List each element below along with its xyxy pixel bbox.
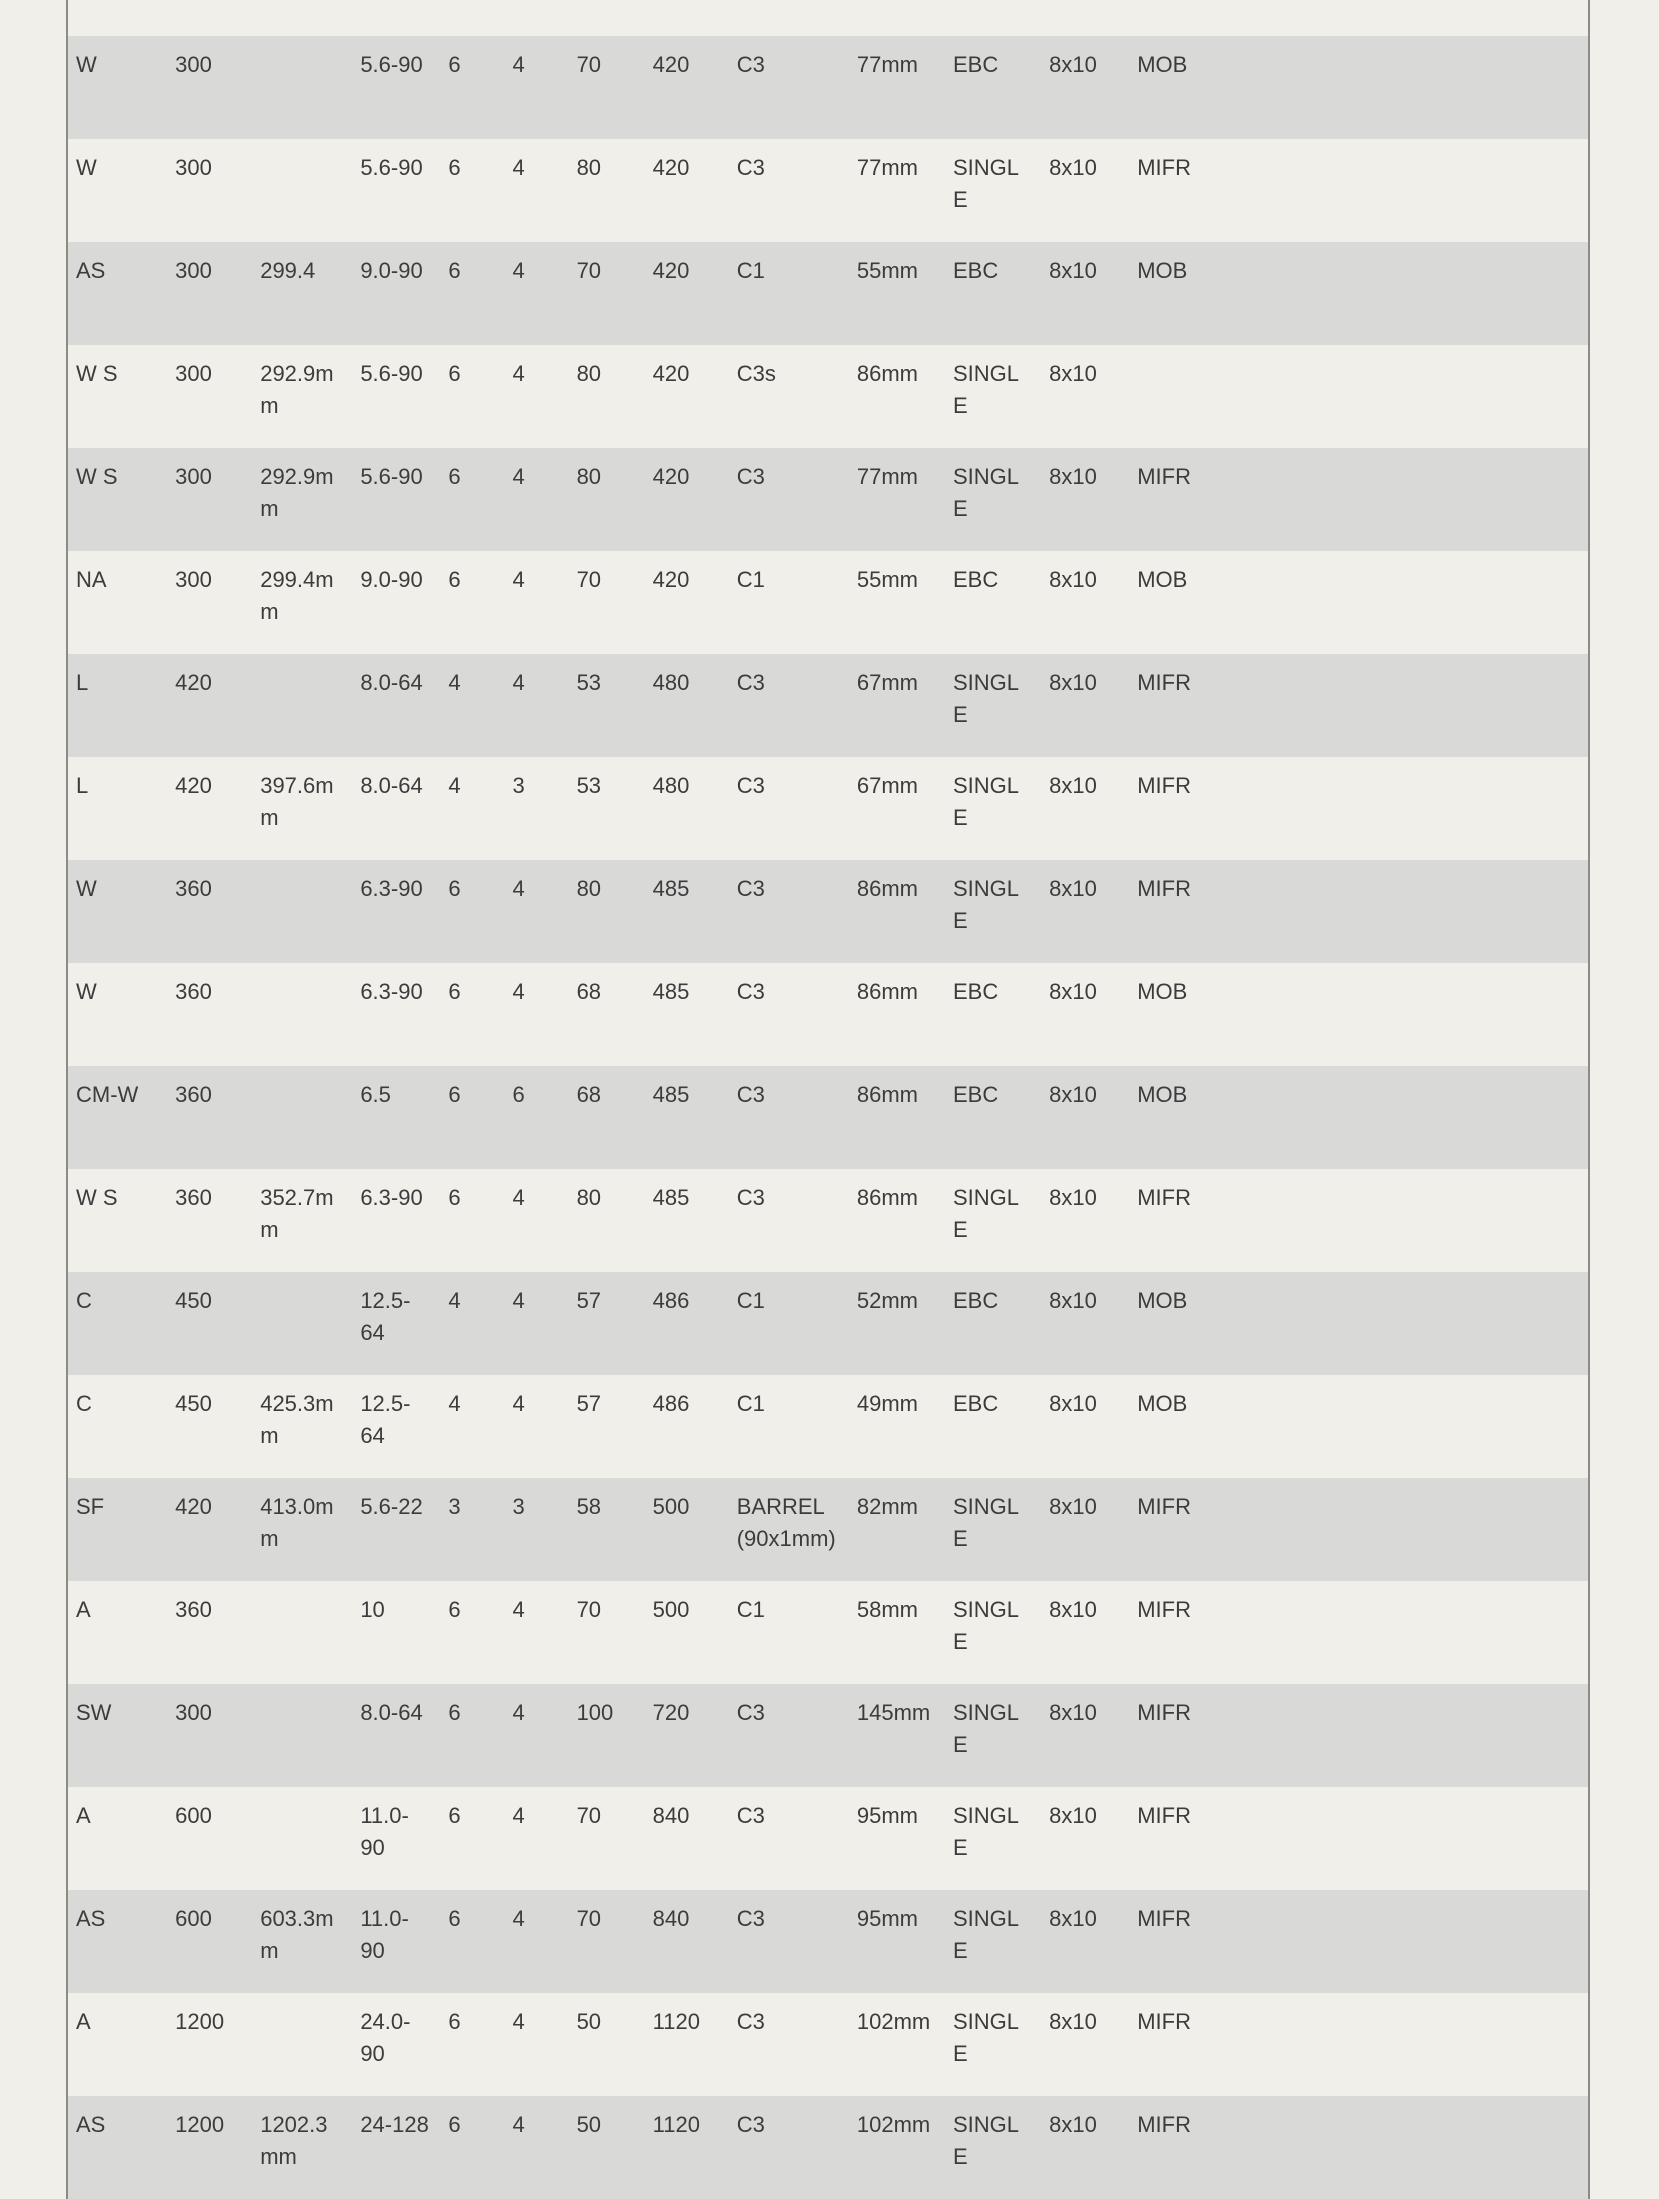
table-cell: 6 xyxy=(448,1803,461,1828)
table-cell: 4 xyxy=(512,979,525,1004)
table-cell: 5.6-90 xyxy=(360,464,423,489)
table-cell: 12.5-64 xyxy=(360,1288,411,1345)
table-cell: 420 xyxy=(652,155,690,180)
table-cell: 4 xyxy=(512,258,525,283)
table-cell: 292.9mm xyxy=(260,361,334,418)
table-cell: EBC xyxy=(952,52,999,77)
table-cell: 8x10 xyxy=(1049,155,1097,180)
table-cell: 300 xyxy=(175,52,212,77)
table-row xyxy=(67,36,1589,139)
table-cell: 450 xyxy=(175,1288,212,1313)
table-cell: SINGLE xyxy=(952,361,1020,418)
table-cell: 4 xyxy=(512,2112,525,2137)
table-cell: 360 xyxy=(175,1082,212,1107)
table-cell: MIFR xyxy=(1137,1185,1191,1210)
clipped-row-top xyxy=(67,0,1589,36)
table-cell: 6 xyxy=(512,1082,525,1107)
table-cell: 500 xyxy=(652,1597,690,1622)
table-cell xyxy=(252,36,352,139)
table-cell: 4 xyxy=(448,1288,461,1313)
table-cell: MIFR xyxy=(1137,1597,1191,1622)
table-cell: C3 xyxy=(736,52,765,77)
table-cell: 6 xyxy=(448,567,461,592)
table-row xyxy=(67,757,1589,860)
table-cell: MIFR xyxy=(1137,773,1191,798)
table-cell: EBC xyxy=(952,1391,999,1416)
table-cell: C1 xyxy=(736,567,765,592)
table-cell: W xyxy=(76,876,97,901)
table-cell: 299.4mm xyxy=(260,567,334,624)
table-row xyxy=(67,1375,1589,1478)
table-row xyxy=(67,1684,1589,1787)
table-cell: 413.0mm xyxy=(260,1494,334,1551)
table-cell: 3 xyxy=(512,1494,525,1519)
table-cell: 480 xyxy=(652,670,690,695)
table-cell: C3 xyxy=(736,670,765,695)
table-cell: MIFR xyxy=(1137,1803,1191,1828)
table-cell: 9.0-90 xyxy=(360,567,423,592)
table-cell: EBC xyxy=(952,258,999,283)
table-cell: C3 xyxy=(736,1906,765,1931)
table-cell: 360 xyxy=(175,876,212,901)
table-cell: 11.0-90 xyxy=(360,1906,409,1963)
table-cell: MOB xyxy=(1137,258,1188,283)
table-cell: 8x10 xyxy=(1049,52,1097,77)
table-cell: 4 xyxy=(512,464,525,489)
clipped-row-cell xyxy=(67,0,1589,36)
table-cell xyxy=(252,1787,352,1890)
table-cell: 67mm xyxy=(856,773,918,798)
table-cell: 4 xyxy=(448,670,461,695)
table-cell: 485 xyxy=(652,1185,690,1210)
table-cell: 55mm xyxy=(856,567,918,592)
table-cell: 145mm xyxy=(856,1700,931,1725)
table-cell: 58 xyxy=(576,1494,602,1519)
table-cell: 720 xyxy=(652,1700,690,1725)
table-cell: SINGLE xyxy=(952,1803,1020,1860)
table-cell: 4 xyxy=(512,1803,525,1828)
table-row xyxy=(67,1169,1589,1272)
table-cell: 4 xyxy=(512,1288,525,1313)
table-cell: MIFR xyxy=(1137,155,1191,180)
table-cell: SINGLE xyxy=(952,2009,1020,2066)
table-cell: 86mm xyxy=(856,1185,918,1210)
table-cell: 420 xyxy=(175,670,212,695)
table-cell: 57 xyxy=(576,1288,602,1313)
table-cell: 4 xyxy=(512,1391,525,1416)
table-cell: 5.6-90 xyxy=(360,155,423,180)
table-row xyxy=(67,1478,1589,1581)
table-cell: 360 xyxy=(175,1597,212,1622)
table-cell: A xyxy=(76,2009,91,2034)
table-cell xyxy=(252,1581,352,1684)
table-cell: 80 xyxy=(576,155,602,180)
table-cell: SINGLE xyxy=(952,1906,1020,1963)
table-cell: 6 xyxy=(448,876,461,901)
table-cell: 420 xyxy=(652,361,690,386)
table-cell: AS xyxy=(76,2112,106,2137)
table-cell: 5.6-90 xyxy=(360,361,423,386)
table-cell: 102mm xyxy=(856,2009,931,2034)
table-cell: 6 xyxy=(448,258,461,283)
table-cell: 8.0-64 xyxy=(360,773,423,798)
table-cell: W S xyxy=(76,464,118,489)
table-cell: 840 xyxy=(652,1906,690,1931)
table-cell: 8.0-64 xyxy=(360,670,423,695)
table-cell: AS xyxy=(76,258,106,283)
table-cell: SINGLE xyxy=(952,670,1020,727)
table-cell: 299.4 xyxy=(260,258,316,283)
table-cell: W xyxy=(76,979,97,1004)
table-cell: 1202.3mm xyxy=(260,2112,328,2169)
table-cell: 300 xyxy=(175,155,212,180)
table-cell: 6 xyxy=(448,155,461,180)
table-cell: 420 xyxy=(652,464,690,489)
table-cell: BARREL (90x1mm) xyxy=(736,1494,836,1551)
table-cell: 77mm xyxy=(856,155,918,180)
table-cell xyxy=(252,1684,352,1787)
table-cell: EBC xyxy=(952,1288,999,1313)
table-cell: 68 xyxy=(576,979,602,1004)
table-cell: 11.0-90 xyxy=(360,1803,409,1860)
table-cell: 1200 xyxy=(175,2112,225,2137)
table-cell: 4 xyxy=(512,2009,525,2034)
table-cell: 6.3-90 xyxy=(360,979,423,1004)
table-cell: SINGLE xyxy=(952,773,1020,830)
table-cell: MOB xyxy=(1137,1082,1188,1107)
table-cell: MIFR xyxy=(1137,2009,1191,2034)
table-cell: 10 xyxy=(360,1597,385,1622)
table-cell: 360 xyxy=(175,979,212,1004)
table-cell: C3 xyxy=(736,773,765,798)
table-cell: MIFR xyxy=(1137,464,1191,489)
table-cell: 6.5 xyxy=(360,1082,391,1107)
table-row xyxy=(67,1066,1589,1169)
table-cell: 8x10 xyxy=(1049,1803,1097,1828)
table-cell: 68 xyxy=(576,1082,602,1107)
table-cell: 420 xyxy=(652,258,690,283)
table-row xyxy=(67,551,1589,654)
table-cell xyxy=(1129,345,1589,448)
table-cell: 300 xyxy=(175,567,212,592)
table-cell: 6 xyxy=(448,52,461,77)
table-cell: C3 xyxy=(736,1803,765,1828)
table-cell: 12.5-64 xyxy=(360,1391,411,1448)
table-cell: C1 xyxy=(736,1597,765,1622)
table-cell: 95mm xyxy=(856,1906,918,1931)
table-cell: C3s xyxy=(736,361,776,386)
table-cell: 8x10 xyxy=(1049,2009,1097,2034)
table-cell: 4 xyxy=(512,670,525,695)
table-cell: 6 xyxy=(448,1597,461,1622)
table-cell: 24.0-90 xyxy=(360,2009,411,2066)
table-cell: 485 xyxy=(652,876,690,901)
table-cell: 70 xyxy=(576,1906,602,1931)
table-cell: 1120 xyxy=(652,2112,700,2137)
table-cell: CM-W xyxy=(76,1082,139,1107)
table-cell: 8x10 xyxy=(1049,2112,1097,2137)
table-row xyxy=(67,1581,1589,1684)
table-cell: 6 xyxy=(448,1906,461,1931)
table-cell: 840 xyxy=(652,1803,690,1828)
table-cell: EBC xyxy=(952,979,999,1004)
table-cell: 80 xyxy=(576,361,602,386)
table-cell: 352.7mm xyxy=(260,1185,334,1242)
table-cell: 600 xyxy=(175,1906,212,1931)
table-cell: 70 xyxy=(576,258,602,283)
table-cell: C xyxy=(76,1391,92,1416)
table-cell: 8x10 xyxy=(1049,670,1097,695)
table-cell: A xyxy=(76,1597,91,1622)
table-cell: MIFR xyxy=(1137,876,1191,901)
table-row xyxy=(67,448,1589,551)
table-cell: W xyxy=(76,52,97,77)
table-cell: 70 xyxy=(576,52,602,77)
table-cell: 4 xyxy=(512,876,525,901)
table-cell: C3 xyxy=(736,2009,765,2034)
table-cell: 6 xyxy=(448,979,461,1004)
table-cell: 24-128 xyxy=(360,2112,429,2137)
table-cell: NA xyxy=(76,567,107,592)
table-cell: 450 xyxy=(175,1391,212,1416)
table-cell: 53 xyxy=(576,773,602,798)
table-row xyxy=(67,860,1589,963)
table-cell: 77mm xyxy=(856,464,918,489)
table-row xyxy=(67,139,1589,242)
table-cell: 420 xyxy=(175,773,212,798)
table-cell: 4 xyxy=(512,567,525,592)
table-cell: 100 xyxy=(576,1700,614,1725)
table-cell: 486 xyxy=(652,1288,690,1313)
table-cell: C3 xyxy=(736,979,765,1004)
table-cell: 49mm xyxy=(856,1391,918,1416)
table-cell: C3 xyxy=(736,1082,765,1107)
table-cell: 8x10 xyxy=(1049,876,1097,901)
table-cell: 8x10 xyxy=(1049,464,1097,489)
table-cell: SINGLE xyxy=(952,464,1020,521)
table-cell: 6 xyxy=(448,1082,461,1107)
table-cell: 80 xyxy=(576,464,602,489)
table-cell: W S xyxy=(76,361,118,386)
table-cell: 8.0-64 xyxy=(360,1700,423,1725)
table-row xyxy=(67,2096,1589,2199)
table-cell: 3 xyxy=(512,773,525,798)
table-cell xyxy=(252,963,352,1066)
table-cell: 485 xyxy=(652,979,690,1004)
table-cell: MIFR xyxy=(1137,670,1191,695)
table-cell: 292.9mm xyxy=(260,464,334,521)
table-row xyxy=(67,242,1589,345)
table-cell: SINGLE xyxy=(952,2112,1020,2169)
table-cell: 8x10 xyxy=(1049,567,1097,592)
table-cell: SINGLE xyxy=(952,1494,1020,1551)
table-cell: C3 xyxy=(736,2112,765,2137)
table-cell: 486 xyxy=(652,1391,690,1416)
table-row xyxy=(67,1787,1589,1890)
table-cell: SINGLE xyxy=(952,876,1020,933)
table-cell: 53 xyxy=(576,670,602,695)
table-cell: 420 xyxy=(652,567,690,592)
lens-spec-table xyxy=(66,0,1590,2199)
table-cell xyxy=(252,139,352,242)
table-row xyxy=(67,345,1589,448)
table-cell: 4 xyxy=(512,155,525,180)
table-cell: C1 xyxy=(736,1288,765,1313)
table-cell: 8x10 xyxy=(1049,979,1097,1004)
table-cell: MIFR xyxy=(1137,2112,1191,2137)
table-cell xyxy=(252,860,352,963)
table-cell: EBC xyxy=(952,1082,999,1107)
table-cell xyxy=(252,654,352,757)
table-cell: C3 xyxy=(736,876,765,901)
table-cell: 70 xyxy=(576,1597,602,1622)
table-row xyxy=(67,1272,1589,1375)
table-cell: MOB xyxy=(1137,1391,1188,1416)
table-cell: 485 xyxy=(652,1082,690,1107)
table-cell: 3 xyxy=(448,1494,461,1519)
table-cell: 4 xyxy=(512,1906,525,1931)
table-cell: C1 xyxy=(736,1391,765,1416)
table-cell: 50 xyxy=(576,2112,602,2137)
table-cell: MOB xyxy=(1137,1288,1188,1313)
table-cell: W xyxy=(76,155,97,180)
table-cell: C3 xyxy=(736,155,765,180)
table-cell xyxy=(252,1066,352,1169)
table-cell: 360 xyxy=(175,1185,212,1210)
table-cell: 86mm xyxy=(856,361,918,386)
table-cell: 80 xyxy=(576,876,602,901)
table-cell: 4 xyxy=(448,1391,461,1416)
table-cell: 80 xyxy=(576,1185,602,1210)
table-row xyxy=(67,1993,1589,2096)
table-cell: 50 xyxy=(576,2009,602,2034)
table-cell: 70 xyxy=(576,1803,602,1828)
table-cell: L xyxy=(76,773,89,798)
table-cell: MIFR xyxy=(1137,1906,1191,1931)
table-cell: 5.6-22 xyxy=(360,1494,423,1519)
table-cell: 397.6mm xyxy=(260,773,334,830)
table-cell: 8x10 xyxy=(1049,1288,1097,1313)
table-cell: 77mm xyxy=(856,52,918,77)
table-cell: 8x10 xyxy=(1049,361,1097,386)
table-cell: 6 xyxy=(448,1700,461,1725)
table-cell: 8x10 xyxy=(1049,1185,1097,1210)
table-cell: SINGLE xyxy=(952,1700,1020,1757)
table-cell: MIFR xyxy=(1137,1700,1191,1725)
table-cell: SW xyxy=(76,1700,112,1725)
table-cell: 8x10 xyxy=(1049,1597,1097,1622)
table-cell: 300 xyxy=(175,464,212,489)
table-row xyxy=(67,1890,1589,1993)
table-cell: 86mm xyxy=(856,1082,918,1107)
table-cell: 300 xyxy=(175,258,212,283)
table-cell: 420 xyxy=(175,1494,212,1519)
table-cell: 6 xyxy=(448,2009,461,2034)
table-cell: 82mm xyxy=(856,1494,918,1519)
table-cell: 4 xyxy=(448,773,461,798)
table-cell: SINGLE xyxy=(952,155,1020,212)
table-cell: 6 xyxy=(448,464,461,489)
table-cell: 8x10 xyxy=(1049,1700,1097,1725)
table-cell: EBC xyxy=(952,567,999,592)
table-cell: C1 xyxy=(736,258,765,283)
table-cell: SINGLE xyxy=(952,1597,1020,1654)
table-cell: 9.0-90 xyxy=(360,258,423,283)
table-cell: MIFR xyxy=(1137,1494,1191,1519)
table-cell: 67mm xyxy=(856,670,918,695)
table-cell: 1120 xyxy=(652,2009,700,2034)
table-cell: 95mm xyxy=(856,1803,918,1828)
table-cell: A xyxy=(76,1803,91,1828)
table-cell: L xyxy=(76,670,89,695)
table-cell: 8x10 xyxy=(1049,1494,1097,1519)
table-cell: 600 xyxy=(175,1803,212,1828)
table-cell: 8x10 xyxy=(1049,258,1097,283)
table-cell: 8x10 xyxy=(1049,1082,1097,1107)
table-cell: 4 xyxy=(512,1597,525,1622)
table-cell: 4 xyxy=(512,1700,525,1725)
table-cell: MOB xyxy=(1137,52,1188,77)
table-cell: 4 xyxy=(512,1185,525,1210)
table-cell: 425.3mm xyxy=(260,1391,334,1448)
table-cell: C3 xyxy=(736,1185,765,1210)
table-cell: W S xyxy=(76,1185,118,1210)
table-cell: 102mm xyxy=(856,2112,931,2137)
table-cell: 58mm xyxy=(856,1597,918,1622)
table-cell: 603.3mm xyxy=(260,1906,334,1963)
table-cell: C3 xyxy=(736,464,765,489)
table-cell: SINGLE xyxy=(952,1185,1020,1242)
table-body xyxy=(67,0,1589,2199)
table-cell: 480 xyxy=(652,773,690,798)
table-cell xyxy=(252,1993,352,2096)
table-cell: 6 xyxy=(448,1185,461,1210)
table-cell: 86mm xyxy=(856,876,918,901)
table-cell: C xyxy=(76,1288,92,1313)
table-cell: 300 xyxy=(175,1700,212,1725)
table-cell: 8x10 xyxy=(1049,1391,1097,1416)
table-cell: 500 xyxy=(652,1494,690,1519)
table-cell: 6 xyxy=(448,361,461,386)
table-cell: AS xyxy=(76,1906,106,1931)
table-cell: 55mm xyxy=(856,258,918,283)
table-cell: 70 xyxy=(576,567,602,592)
table-cell: MOB xyxy=(1137,979,1188,1004)
table-cell: 57 xyxy=(576,1391,602,1416)
table-cell: 6 xyxy=(448,2112,461,2137)
table-cell xyxy=(252,1272,352,1375)
table-cell: 8x10 xyxy=(1049,773,1097,798)
table-cell: MOB xyxy=(1137,567,1188,592)
table-cell: 6.3-90 xyxy=(360,1185,423,1210)
table-cell: 86mm xyxy=(856,979,918,1004)
table-cell: 8x10 xyxy=(1049,1906,1097,1931)
table-cell: 5.6-90 xyxy=(360,52,423,77)
table-cell: 300 xyxy=(175,361,212,386)
table-cell: SF xyxy=(76,1494,105,1519)
table-cell: 52mm xyxy=(856,1288,918,1313)
table-cell: C3 xyxy=(736,1700,765,1725)
table-cell: 1200 xyxy=(175,2009,225,2034)
table-cell: 4 xyxy=(512,52,525,77)
table-row xyxy=(67,654,1589,757)
table-cell: 6.3-90 xyxy=(360,876,423,901)
table-cell: 420 xyxy=(652,52,690,77)
table-cell: 4 xyxy=(512,361,525,386)
table-row xyxy=(67,963,1589,1066)
